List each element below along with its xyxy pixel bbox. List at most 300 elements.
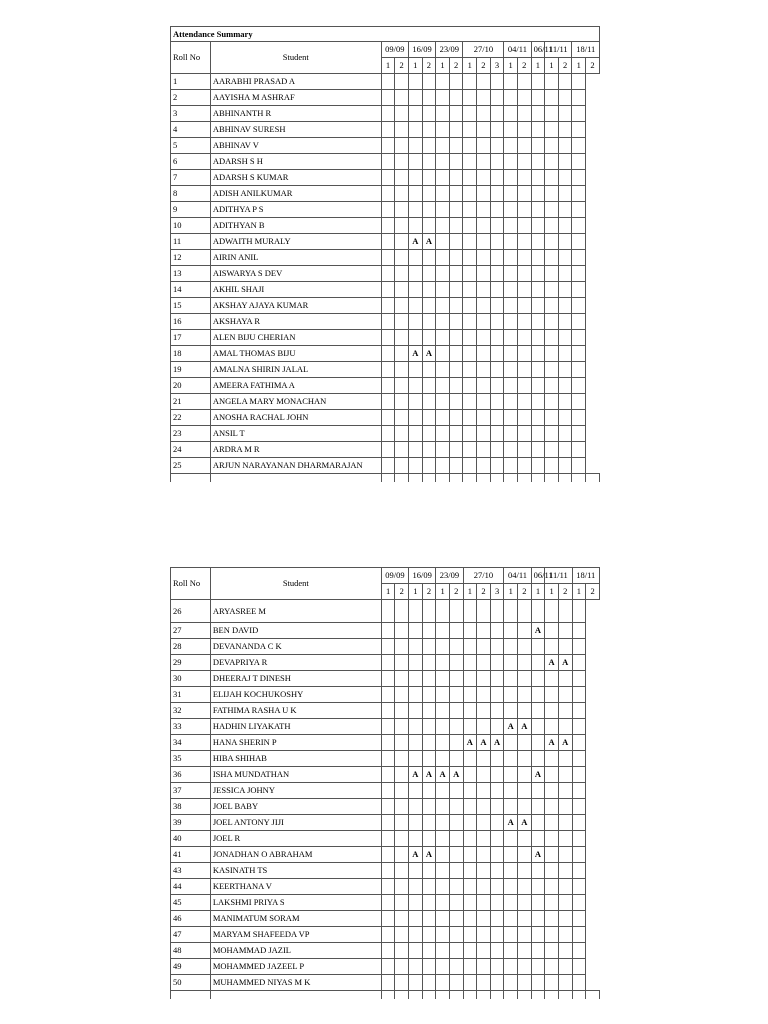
- attendance-mark-cell: [395, 250, 409, 266]
- roll-no-cell: 21: [171, 394, 211, 410]
- attendance-mark-cell: [490, 799, 504, 815]
- attendance-mark-cell: A: [518, 815, 532, 831]
- attendance-mark-cell: [477, 138, 491, 154]
- attendance-mark-cell: [490, 346, 504, 362]
- attendance-mark-cell: [504, 847, 518, 863]
- empty-cell: [572, 474, 586, 483]
- empty-cell: [171, 474, 211, 483]
- attendance-mark-cell: [531, 426, 545, 442]
- attendance-mark-cell: [395, 170, 409, 186]
- attendance-mark-cell: [436, 138, 450, 154]
- attendance-mark-cell: [422, 314, 436, 330]
- empty-cell: [463, 991, 477, 1000]
- attendance-mark-cell: [436, 154, 450, 170]
- attendance-mark-cell: [531, 122, 545, 138]
- attendance-mark-cell: [558, 911, 572, 927]
- attendance-mark-cell: [558, 639, 572, 655]
- attendance-mark-cell: [558, 314, 572, 330]
- student-name-cell: AAYISHA M ASHRAF: [210, 90, 381, 106]
- attendance-mark-cell: [409, 879, 423, 895]
- attendance-mark-cell: [381, 218, 395, 234]
- table-row: [171, 943, 600, 959]
- attendance-mark-cell: [558, 943, 572, 959]
- attendance-mark-cell: [504, 831, 518, 847]
- attendance-mark-cell: [531, 639, 545, 655]
- roll-no-cell: 32: [171, 703, 211, 719]
- attendance-mark-cell: [449, 751, 463, 767]
- student-name-cell: JOEL R: [210, 831, 381, 847]
- attendance-mark-cell: [558, 410, 572, 426]
- attendance-mark-cell: [518, 703, 532, 719]
- date-header: 11/11: [545, 42, 572, 58]
- attendance-mark-cell: [422, 74, 436, 90]
- attendance-mark-cell: [545, 170, 559, 186]
- attendance-mark-cell: [463, 394, 477, 410]
- attendance-mark-cell: [436, 394, 450, 410]
- student-name-cell: ARJUN NARAYANAN DHARMARAJAN: [210, 458, 381, 474]
- attendance-mark-cell: [545, 250, 559, 266]
- attendance-mark-cell: [518, 671, 532, 687]
- table-row: [171, 799, 600, 815]
- student-name-cell: ADITHYAN B: [210, 218, 381, 234]
- attendance-mark-cell: [572, 458, 586, 474]
- attendance-mark-cell: [558, 831, 572, 847]
- attendance-mark-cell: [408, 266, 422, 282]
- attendance-mark-cell: [531, 186, 545, 202]
- attendance-mark-cell: [517, 282, 531, 298]
- attendance-mark-cell: [463, 378, 477, 394]
- table-row-continuation: [171, 474, 600, 483]
- roll-no-cell: 16: [171, 314, 211, 330]
- period-header: 2: [558, 58, 572, 74]
- student-name-cell: AIRIN ANIL: [210, 250, 381, 266]
- attendance-mark-cell: [558, 266, 572, 282]
- attendance-mark-cell: [572, 394, 586, 410]
- attendance-mark-cell: [490, 458, 504, 474]
- attendance-mark-cell: [517, 170, 531, 186]
- attendance-mark-cell: [572, 783, 586, 799]
- attendance-mark-cell: [558, 346, 572, 362]
- table-row: [171, 202, 600, 218]
- attendance-mark-cell: [477, 314, 491, 330]
- attendance-mark-cell: [436, 623, 450, 639]
- attendance-mark-cell: [518, 943, 532, 959]
- attendance-mark-cell: [545, 847, 559, 863]
- attendance-mark-cell: [490, 250, 504, 266]
- attendance-mark-cell: [490, 394, 504, 410]
- attendance-mark-cell: [381, 671, 395, 687]
- attendance-mark-cell: [518, 911, 532, 927]
- attendance-mark-cell: [381, 943, 395, 959]
- attendance-mark-cell: [408, 314, 422, 330]
- attendance-mark-cell: [545, 394, 559, 410]
- attendance-mark-cell: [477, 202, 491, 218]
- attendance-mark-cell: [572, 847, 586, 863]
- date-header: 11/11: [545, 568, 572, 584]
- attendance-mark-cell: [504, 218, 518, 234]
- student-name-cell: JOEL ANTONY JIJI: [210, 815, 381, 831]
- attendance-mark-cell: [504, 186, 518, 202]
- attendance-mark-cell: [409, 751, 423, 767]
- attendance-mark-cell: [504, 783, 518, 799]
- attendance-mark-cell: [545, 442, 559, 458]
- attendance-mark-cell: [504, 959, 518, 975]
- attendance-mark-cell: [449, 735, 463, 751]
- student-name-cell: MANIMATUM SORAM: [210, 911, 381, 927]
- attendance-mark-cell: [504, 266, 518, 282]
- attendance-mark-cell: [572, 671, 586, 687]
- attendance-mark-cell: A: [422, 346, 436, 362]
- attendance-mark-cell: [504, 895, 518, 911]
- attendance-mark-cell: [531, 751, 545, 767]
- roll-no-cell: 13: [171, 266, 211, 282]
- attendance-mark-cell: [395, 863, 409, 879]
- attendance-mark-cell: [381, 600, 395, 623]
- attendance-mark-cell: [545, 927, 559, 943]
- roll-no-cell: 3: [171, 106, 211, 122]
- table-row: [171, 314, 600, 330]
- attendance-mark-cell: [545, 410, 559, 426]
- attendance-mark-cell: [572, 330, 586, 346]
- attendance-mark-cell: [572, 90, 586, 106]
- attendance-mark-cell: [395, 799, 409, 815]
- student-name-cell: MARYAM SHAFEEDA VP: [210, 927, 381, 943]
- roll-no-cell: 30: [171, 671, 211, 687]
- student-name-cell: AMALNA SHIRIN JALAL: [210, 362, 381, 378]
- attendance-mark-cell: [381, 186, 395, 202]
- attendance-mark-cell: [517, 394, 531, 410]
- attendance-mark-cell: [517, 362, 531, 378]
- attendance-mark-cell: [381, 623, 395, 639]
- attendance-mark-cell: [517, 202, 531, 218]
- attendance-mark-cell: [572, 346, 586, 362]
- attendance-mark-cell: [477, 106, 491, 122]
- attendance-mark-cell: [436, 74, 450, 90]
- attendance-mark-cell: [558, 600, 572, 623]
- period-header: 1: [436, 584, 450, 600]
- period-header: 2: [586, 58, 600, 74]
- attendance-mark-cell: [504, 202, 518, 218]
- attendance-mark-cell: [545, 751, 559, 767]
- table-row: [171, 410, 600, 426]
- attendance-mark-cell: [490, 911, 504, 927]
- attendance-mark-cell: [395, 346, 409, 362]
- attendance-mark-cell: [517, 458, 531, 474]
- attendance-mark-cell: [531, 975, 545, 991]
- attendance-mark-cell: [490, 74, 504, 90]
- attendance-mark-cell: A: [558, 735, 572, 751]
- attendance-mark-cell: [572, 122, 586, 138]
- empty-cell: [572, 991, 586, 1000]
- attendance-mark-cell: [449, 799, 463, 815]
- attendance-mark-cell: [409, 623, 423, 639]
- attendance-mark-cell: [463, 314, 477, 330]
- attendance-mark-cell: [422, 863, 436, 879]
- date-header: 18/11: [572, 568, 599, 584]
- attendance-mark-cell: [477, 799, 491, 815]
- attendance-mark-cell: [477, 751, 491, 767]
- attendance-mark-cell: [517, 378, 531, 394]
- attendance-mark-cell: [463, 362, 477, 378]
- attendance-mark-cell: [395, 687, 409, 703]
- attendance-mark-cell: [381, 799, 395, 815]
- attendance-mark-cell: [463, 298, 477, 314]
- table-row: [171, 282, 600, 298]
- attendance-mark-cell: [477, 298, 491, 314]
- attendance-mark-cell: [463, 346, 477, 362]
- student-name-cell: AMAL THOMAS BIJU: [210, 346, 381, 362]
- attendance-mark-cell: [463, 975, 477, 991]
- attendance-mark-cell: [436, 600, 450, 623]
- attendance-mark-cell: [531, 250, 545, 266]
- student-name-cell: ARDRA M R: [210, 442, 381, 458]
- attendance-mark-cell: [436, 250, 450, 266]
- roll-no-cell: 8: [171, 186, 211, 202]
- attendance-mark-cell: [436, 282, 450, 298]
- attendance-mark-cell: [463, 330, 477, 346]
- attendance-mark-cell: [463, 943, 477, 959]
- attendance-mark-cell: [463, 639, 477, 655]
- attendance-mark-cell: [436, 122, 450, 138]
- attendance-mark-cell: [517, 234, 531, 250]
- attendance-mark-cell: [558, 751, 572, 767]
- attendance-mark-cell: [381, 90, 395, 106]
- student-name-cell: ADARSH S H: [210, 154, 381, 170]
- attendance-mark-cell: [490, 122, 504, 138]
- attendance-mark-cell: [436, 895, 450, 911]
- attendance-mark-cell: [463, 879, 477, 895]
- attendance-mark-cell: [490, 90, 504, 106]
- attendance-mark-cell: [518, 975, 532, 991]
- attendance-mark-cell: [381, 250, 395, 266]
- attendance-mark-cell: [408, 74, 422, 90]
- attendance-mark-cell: [422, 330, 436, 346]
- empty-cell: [381, 474, 395, 483]
- date-header: 09/09: [381, 42, 408, 58]
- empty-cell: [463, 474, 477, 483]
- empty-cell: [531, 991, 545, 1000]
- attendance-mark-cell: [517, 122, 531, 138]
- attendance-mark-cell: [395, 106, 409, 122]
- attendance-mark-cell: A: [422, 847, 436, 863]
- attendance-mark-cell: [422, 138, 436, 154]
- attendance-mark-cell: [436, 799, 450, 815]
- student-name-cell: DEVANANDA C K: [210, 639, 381, 655]
- attendance-mark-cell: [422, 202, 436, 218]
- roll-no-cell: 46: [171, 911, 211, 927]
- attendance-mark-cell: [449, 639, 463, 655]
- attendance-sheet-2: [170, 567, 600, 999]
- attendance-mark-cell: [449, 362, 463, 378]
- student-name-cell: ABHINANTH R: [210, 106, 381, 122]
- roll-no-cell: 34: [171, 735, 211, 751]
- attendance-mark-cell: [395, 138, 409, 154]
- attendance-mark-cell: [436, 90, 450, 106]
- attendance-mark-cell: [395, 378, 409, 394]
- attendance-mark-cell: [531, 298, 545, 314]
- attendance-mark-cell: [545, 266, 559, 282]
- attendance-mark-cell: [381, 330, 395, 346]
- attendance-mark-cell: [477, 600, 491, 623]
- attendance-mark-cell: [572, 655, 586, 671]
- attendance-mark-cell: [409, 687, 423, 703]
- attendance-mark-cell: [531, 671, 545, 687]
- attendance-mark-cell: [531, 799, 545, 815]
- table-title: Attendance Summary: [171, 27, 600, 42]
- period-header: 2: [395, 58, 409, 74]
- table-row: [171, 783, 600, 799]
- attendance-mark-cell: [408, 330, 422, 346]
- attendance-mark-cell: [545, 186, 559, 202]
- attendance-mark-cell: [436, 831, 450, 847]
- attendance-mark-cell: [449, 671, 463, 687]
- attendance-mark-cell: [545, 330, 559, 346]
- attendance-mark-cell: [490, 975, 504, 991]
- attendance-mark-cell: [572, 218, 586, 234]
- attendance-mark-cell: [449, 138, 463, 154]
- attendance-mark-cell: [545, 959, 559, 975]
- attendance-mark-cell: A: [463, 735, 477, 751]
- roll-no-cell: 5: [171, 138, 211, 154]
- attendance-mark-cell: [422, 122, 436, 138]
- attendance-mark-cell: [531, 394, 545, 410]
- attendance-mark-cell: [477, 410, 491, 426]
- roll-no-cell: 48: [171, 943, 211, 959]
- attendance-mark-cell: [490, 170, 504, 186]
- attendance-mark-cell: [463, 687, 477, 703]
- attendance-mark-cell: [490, 442, 504, 458]
- attendance-mark-cell: [572, 719, 586, 735]
- attendance-mark-cell: [531, 266, 545, 282]
- attendance-mark-cell: [477, 394, 491, 410]
- roll-no-cell: 18: [171, 346, 211, 362]
- roll-no-cell: 10: [171, 218, 211, 234]
- attendance-mark-cell: [531, 170, 545, 186]
- roll-no-cell: 29: [171, 655, 211, 671]
- attendance-mark-cell: [517, 426, 531, 442]
- attendance-mark-cell: [518, 639, 532, 655]
- student-name-cell: ISHA MUNDATHAN: [210, 767, 381, 783]
- attendance-mark-cell: [436, 975, 450, 991]
- attendance-mark-cell: [545, 975, 559, 991]
- attendance-mark-cell: [463, 927, 477, 943]
- attendance-mark-cell: [449, 847, 463, 863]
- table-row: [171, 186, 600, 202]
- attendance-mark-cell: [395, 282, 409, 298]
- student-name-cell: ANOSHA RACHAL JOHN: [210, 410, 381, 426]
- period-header: 1: [381, 584, 395, 600]
- attendance-mark-cell: [436, 378, 450, 394]
- attendance-mark-cell: [463, 783, 477, 799]
- student-name-cell: ADISH ANILKUMAR: [210, 186, 381, 202]
- attendance-mark-cell: [463, 751, 477, 767]
- attendance-mark-cell: [558, 879, 572, 895]
- attendance-mark-cell: [422, 735, 436, 751]
- attendance-mark-cell: [531, 362, 545, 378]
- attendance-mark-cell: A: [545, 735, 559, 751]
- attendance-mark-cell: [381, 138, 395, 154]
- roll-no-cell: 50: [171, 975, 211, 991]
- attendance-mark-cell: [477, 74, 491, 90]
- attendance-mark-cell: [490, 703, 504, 719]
- attendance-mark-cell: [422, 426, 436, 442]
- header-row-dates: [171, 42, 600, 58]
- attendance-mark-cell: [395, 218, 409, 234]
- attendance-mark-cell: [572, 927, 586, 943]
- roll-no-cell: 12: [171, 250, 211, 266]
- attendance-mark-cell: [490, 959, 504, 975]
- attendance-mark-cell: [531, 202, 545, 218]
- attendance-mark-cell: [517, 266, 531, 282]
- table-row: [171, 106, 600, 122]
- date-header: 06/11: [531, 42, 545, 58]
- empty-cell: [210, 991, 381, 1000]
- attendance-mark-cell: [381, 735, 395, 751]
- table-row: [171, 600, 600, 623]
- attendance-mark-cell: [518, 831, 532, 847]
- table-row: [171, 655, 600, 671]
- attendance-mark-cell: [381, 719, 395, 735]
- attendance-mark-cell: [504, 799, 518, 815]
- table-row: [171, 250, 600, 266]
- attendance-mark-cell: [517, 138, 531, 154]
- attendance-mark-cell: [463, 799, 477, 815]
- attendance-mark-cell: [395, 975, 409, 991]
- attendance-mark-cell: [422, 378, 436, 394]
- attendance-mark-cell: [477, 378, 491, 394]
- attendance-mark-cell: [558, 927, 572, 943]
- attendance-mark-cell: [409, 895, 423, 911]
- attendance-mark-cell: [422, 895, 436, 911]
- attendance-mark-cell: [531, 346, 545, 362]
- attendance-mark-cell: [558, 74, 572, 90]
- attendance-mark-cell: [518, 863, 532, 879]
- attendance-mark-cell: [436, 671, 450, 687]
- table-row: [171, 703, 600, 719]
- attendance-mark-cell: [545, 639, 559, 655]
- attendance-mark-cell: [422, 959, 436, 975]
- attendance-mark-cell: [422, 879, 436, 895]
- attendance-mark-cell: [572, 975, 586, 991]
- attendance-mark-cell: [558, 330, 572, 346]
- attendance-mark-cell: [558, 138, 572, 154]
- attendance-mark-cell: [449, 250, 463, 266]
- attendance-mark-cell: [572, 879, 586, 895]
- attendance-mark-cell: [422, 362, 436, 378]
- attendance-mark-cell: [531, 74, 545, 90]
- attendance-mark-cell: [436, 458, 450, 474]
- attendance-mark-cell: [490, 943, 504, 959]
- attendance-mark-cell: [422, 458, 436, 474]
- attendance-mark-cell: [558, 703, 572, 719]
- attendance-mark-cell: [572, 186, 586, 202]
- student-name-cell: FATHIMA RASHA U K: [210, 703, 381, 719]
- attendance-mark-cell: [545, 719, 559, 735]
- attendance-mark-cell: [395, 410, 409, 426]
- attendance-mark-cell: [463, 186, 477, 202]
- attendance-mark-cell: [381, 911, 395, 927]
- attendance-mark-cell: [449, 154, 463, 170]
- empty-cell: [586, 474, 600, 483]
- attendance-table-1: [170, 26, 600, 482]
- roll-no-cell: 7: [171, 170, 211, 186]
- attendance-mark-cell: [504, 346, 518, 362]
- attendance-mark-cell: [558, 90, 572, 106]
- attendance-mark-cell: [558, 202, 572, 218]
- attendance-mark-cell: [558, 799, 572, 815]
- attendance-mark-cell: [395, 90, 409, 106]
- attendance-mark-cell: [436, 943, 450, 959]
